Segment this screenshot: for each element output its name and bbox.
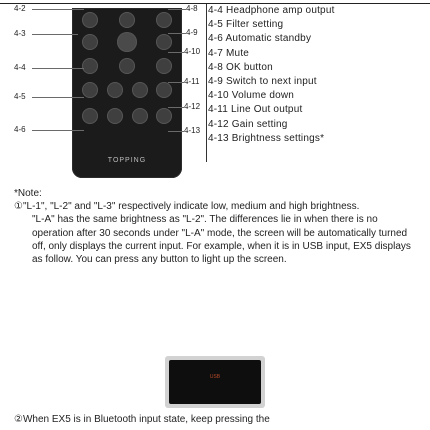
leader-line <box>32 34 78 35</box>
remote-button <box>82 12 98 28</box>
remote-button <box>156 82 172 98</box>
display-input-text: USB <box>209 374 221 380</box>
leader-line <box>168 9 186 10</box>
legend-item: 4-13 Brightness settings* <box>208 132 325 144</box>
note-item-2: ②When EX5 is in Bluetooth input state, keep pressing the <box>14 414 270 425</box>
callout-label: 4-12 <box>184 102 201 111</box>
remote-button <box>119 12 135 28</box>
remote-button <box>156 108 172 124</box>
callout-label: 4-3 <box>14 29 26 38</box>
column-divider <box>206 4 207 162</box>
remote-button <box>156 58 172 74</box>
callout-label: 4-5 <box>14 92 26 101</box>
callout-label: 4-6 <box>14 125 26 134</box>
legend-item: 4-9 Switch to next input <box>208 76 317 88</box>
callout-label: 4-10 <box>184 47 201 56</box>
leader-line <box>168 82 184 83</box>
leader-line <box>32 9 84 10</box>
callout-label: 4-9 <box>186 28 198 37</box>
legend-item: 4-7 Mute <box>208 47 250 59</box>
legend-item: 4-8 OK button <box>208 61 273 73</box>
remote-button <box>132 82 148 98</box>
legend-item: 4-6 Automatic standby <box>208 33 312 45</box>
legend-item: 4-4 Headphone amp output <box>208 5 335 16</box>
leader-line <box>32 130 84 131</box>
leader-line <box>168 33 186 34</box>
remote-button <box>107 108 123 124</box>
remote-button <box>82 34 98 50</box>
callout-label: 4-11 <box>184 77 200 86</box>
remote-logo: TOPPING <box>107 157 147 164</box>
callout-label: 4-13 <box>184 126 201 135</box>
note-item-1-detail: "L-A" has the same brightness as "L-2". The differences lie in when there is no operation after 30 seconds under "L-A" mode, the screen will be automatically turned off, only displays the current input. For example, when it is in USB input, EX5 displays as follow. You can press any button to light up the screen. <box>32 214 411 266</box>
leader-line <box>168 131 184 132</box>
callout-label: 4-8 <box>186 4 198 13</box>
leader-line <box>32 68 84 69</box>
display-panel <box>169 360 261 404</box>
legend-list <box>208 4 335 146</box>
remote-button <box>117 32 137 52</box>
remote-button <box>132 108 148 124</box>
notes-section <box>14 187 420 266</box>
remote-control-image <box>72 8 182 178</box>
legend-item: 4-12 Gain setting <box>208 118 288 130</box>
remote-button <box>156 12 172 28</box>
remote-button <box>107 82 123 98</box>
legend-item: 4-11 Line Out output <box>208 104 303 116</box>
leader-line <box>32 97 84 98</box>
leader-line <box>168 52 184 53</box>
remote-button <box>119 58 135 74</box>
callout-label: 4-4 <box>14 63 26 72</box>
leader-line <box>168 107 184 108</box>
remote-button <box>82 108 98 124</box>
remote-button <box>156 34 172 50</box>
remote-button <box>82 82 98 98</box>
note-heading: *Note: <box>14 188 42 199</box>
note-item-1: ①"L-1", "L-2" and "L-3" respectively indicate low, medium and high brightness. <box>14 201 360 213</box>
remote-button <box>82 58 98 74</box>
callout-label: 4-2 <box>14 4 26 13</box>
display-screen-image <box>165 356 265 408</box>
legend-item: 4-10 Volume down <box>208 90 295 102</box>
legend-item: 4-5 Filter setting <box>208 19 284 31</box>
